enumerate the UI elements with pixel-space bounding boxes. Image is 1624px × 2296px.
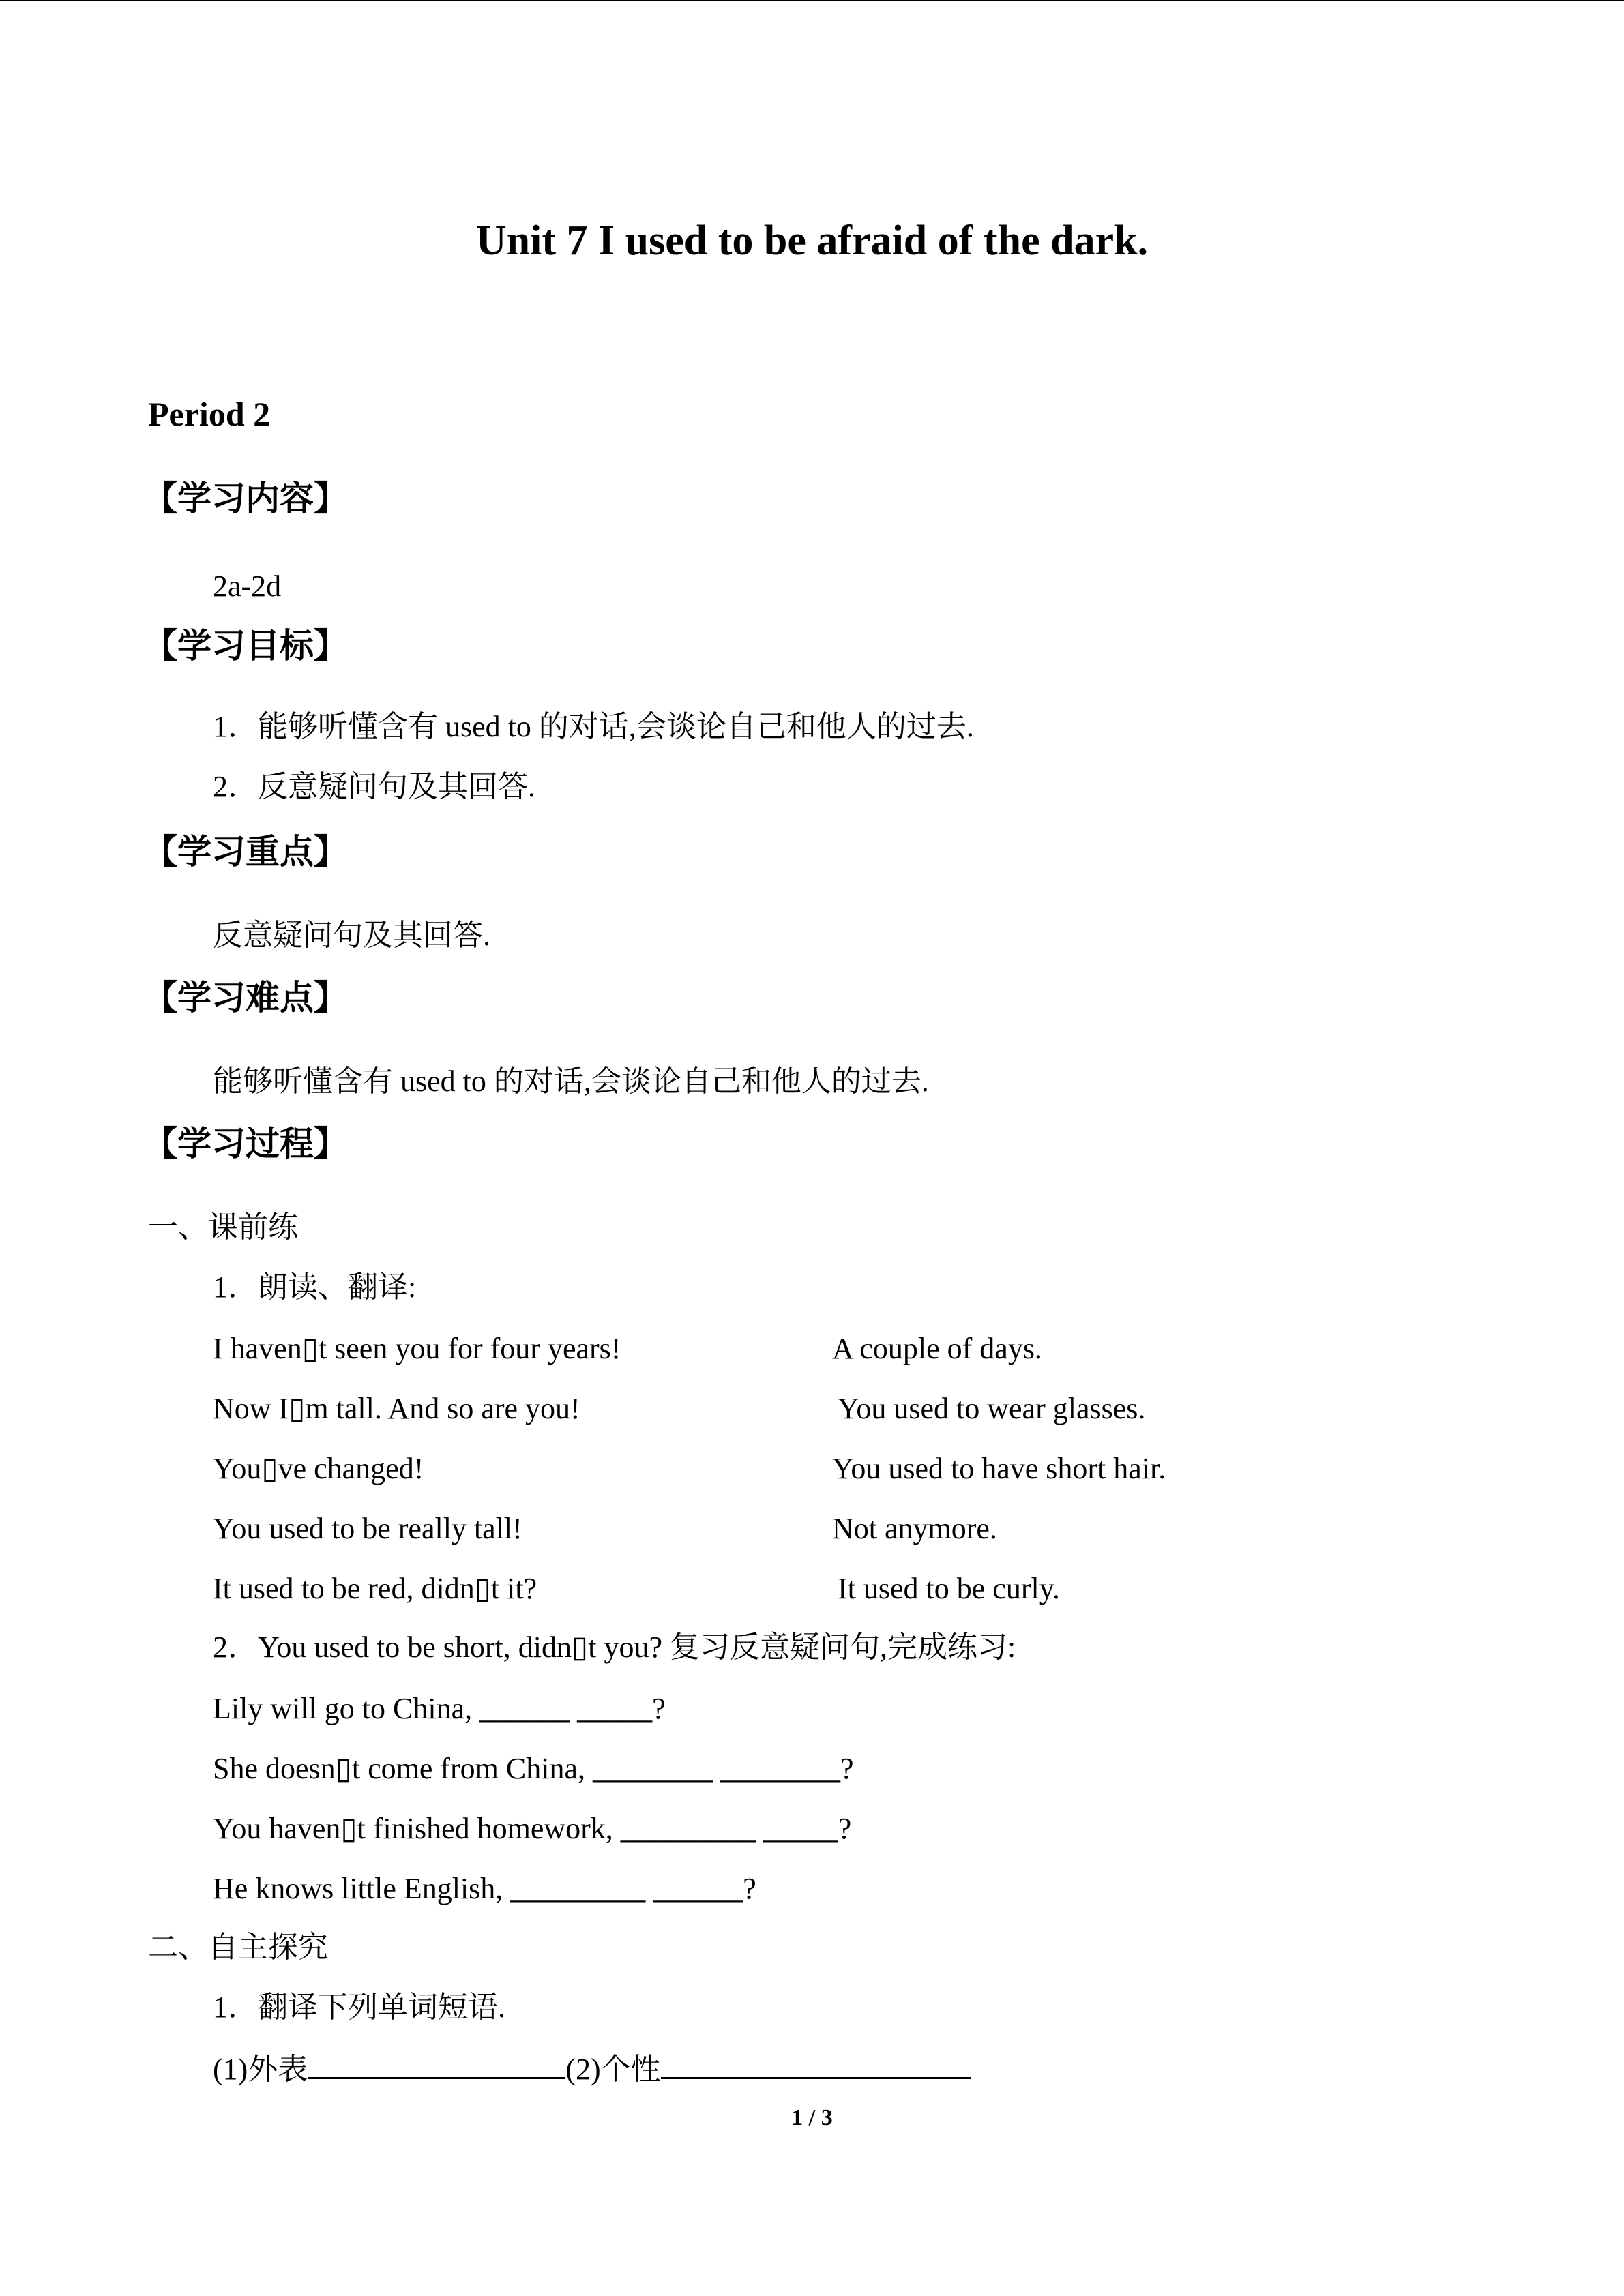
focus-heading: 【学习重点】 (143, 832, 348, 871)
translation-label-personality: (2)个性 (565, 2053, 661, 2086)
dialogue-left: Now I▯m tall. And so are you! (213, 1392, 580, 1425)
page-number: 1 / 3 (791, 2105, 833, 2130)
exercise-line: You haven▯t finished homework, _________ _____? (213, 1812, 852, 1845)
part1-item2: 2．You used to be short, didn▯t you? 复习反意疑问句,完成练习: (213, 1630, 1016, 1664)
process-heading: 【学习过程】 (143, 1124, 348, 1163)
answer-blank-personality[interactable] (661, 2053, 971, 2079)
translation-line (213, 2053, 971, 2085)
exercise-line: She doesn▯t come from China, ________ ________? (213, 1752, 854, 1785)
page-top-border (0, 0, 1624, 1)
document-title: Unit 7 I used to be afraid of the dark. (475, 218, 1149, 264)
dialogue-right: Not anymore. (832, 1512, 997, 1545)
dialogue-left: It used to be red, didn▯t it? (213, 1572, 537, 1605)
part1-item1: 1．朗读、翻译: (213, 1270, 417, 1304)
content-text: 2a-2d (213, 569, 282, 603)
dialogue-right: You used to have short hair. (832, 1452, 1166, 1485)
part2-item1: 1．翻译下列单词短语. (213, 1991, 505, 2024)
part2-heading: 二、自主探究 (148, 1930, 328, 1964)
translation-label-appearance: (1)外表 (213, 2053, 308, 2086)
dialogue-right: A couple of days. (832, 1332, 1042, 1365)
part1-heading: 一、课前练 (148, 1210, 298, 1244)
difficulty-heading: 【学习难点】 (143, 978, 348, 1017)
dialogue-left: You▯ve changed! (213, 1452, 424, 1485)
dialogue-left: I haven▯t seen you for four years! (213, 1332, 621, 1365)
exercise-line: He knows little English, _________ ______? (213, 1872, 756, 1905)
answer-blank-appearance[interactable] (308, 2053, 565, 2079)
dialogue-left: You used to be really tall! (213, 1512, 522, 1545)
goal-2: 2．反意疑问句及其回答. (213, 770, 535, 803)
content-heading: 【学习内容】 (143, 479, 348, 518)
exercise-line: Lily will go to China, ______ _____? (213, 1692, 666, 1725)
difficulty-text: 能够听懂含有 used to 的对话,会谈论自己和他人的过去. (213, 1064, 929, 1098)
goal-1: 1．能够听懂含有 used to 的对话,会谈论自己和他人的过去. (213, 710, 974, 743)
dialogue-right: You used to wear glasses. (838, 1392, 1146, 1425)
goals-heading: 【学习目标】 (143, 626, 348, 666)
focus-text: 反意疑问句及其回答. (213, 919, 490, 952)
period-label: Period 2 (148, 395, 271, 433)
dialogue-right: It used to be curly. (838, 1572, 1060, 1605)
